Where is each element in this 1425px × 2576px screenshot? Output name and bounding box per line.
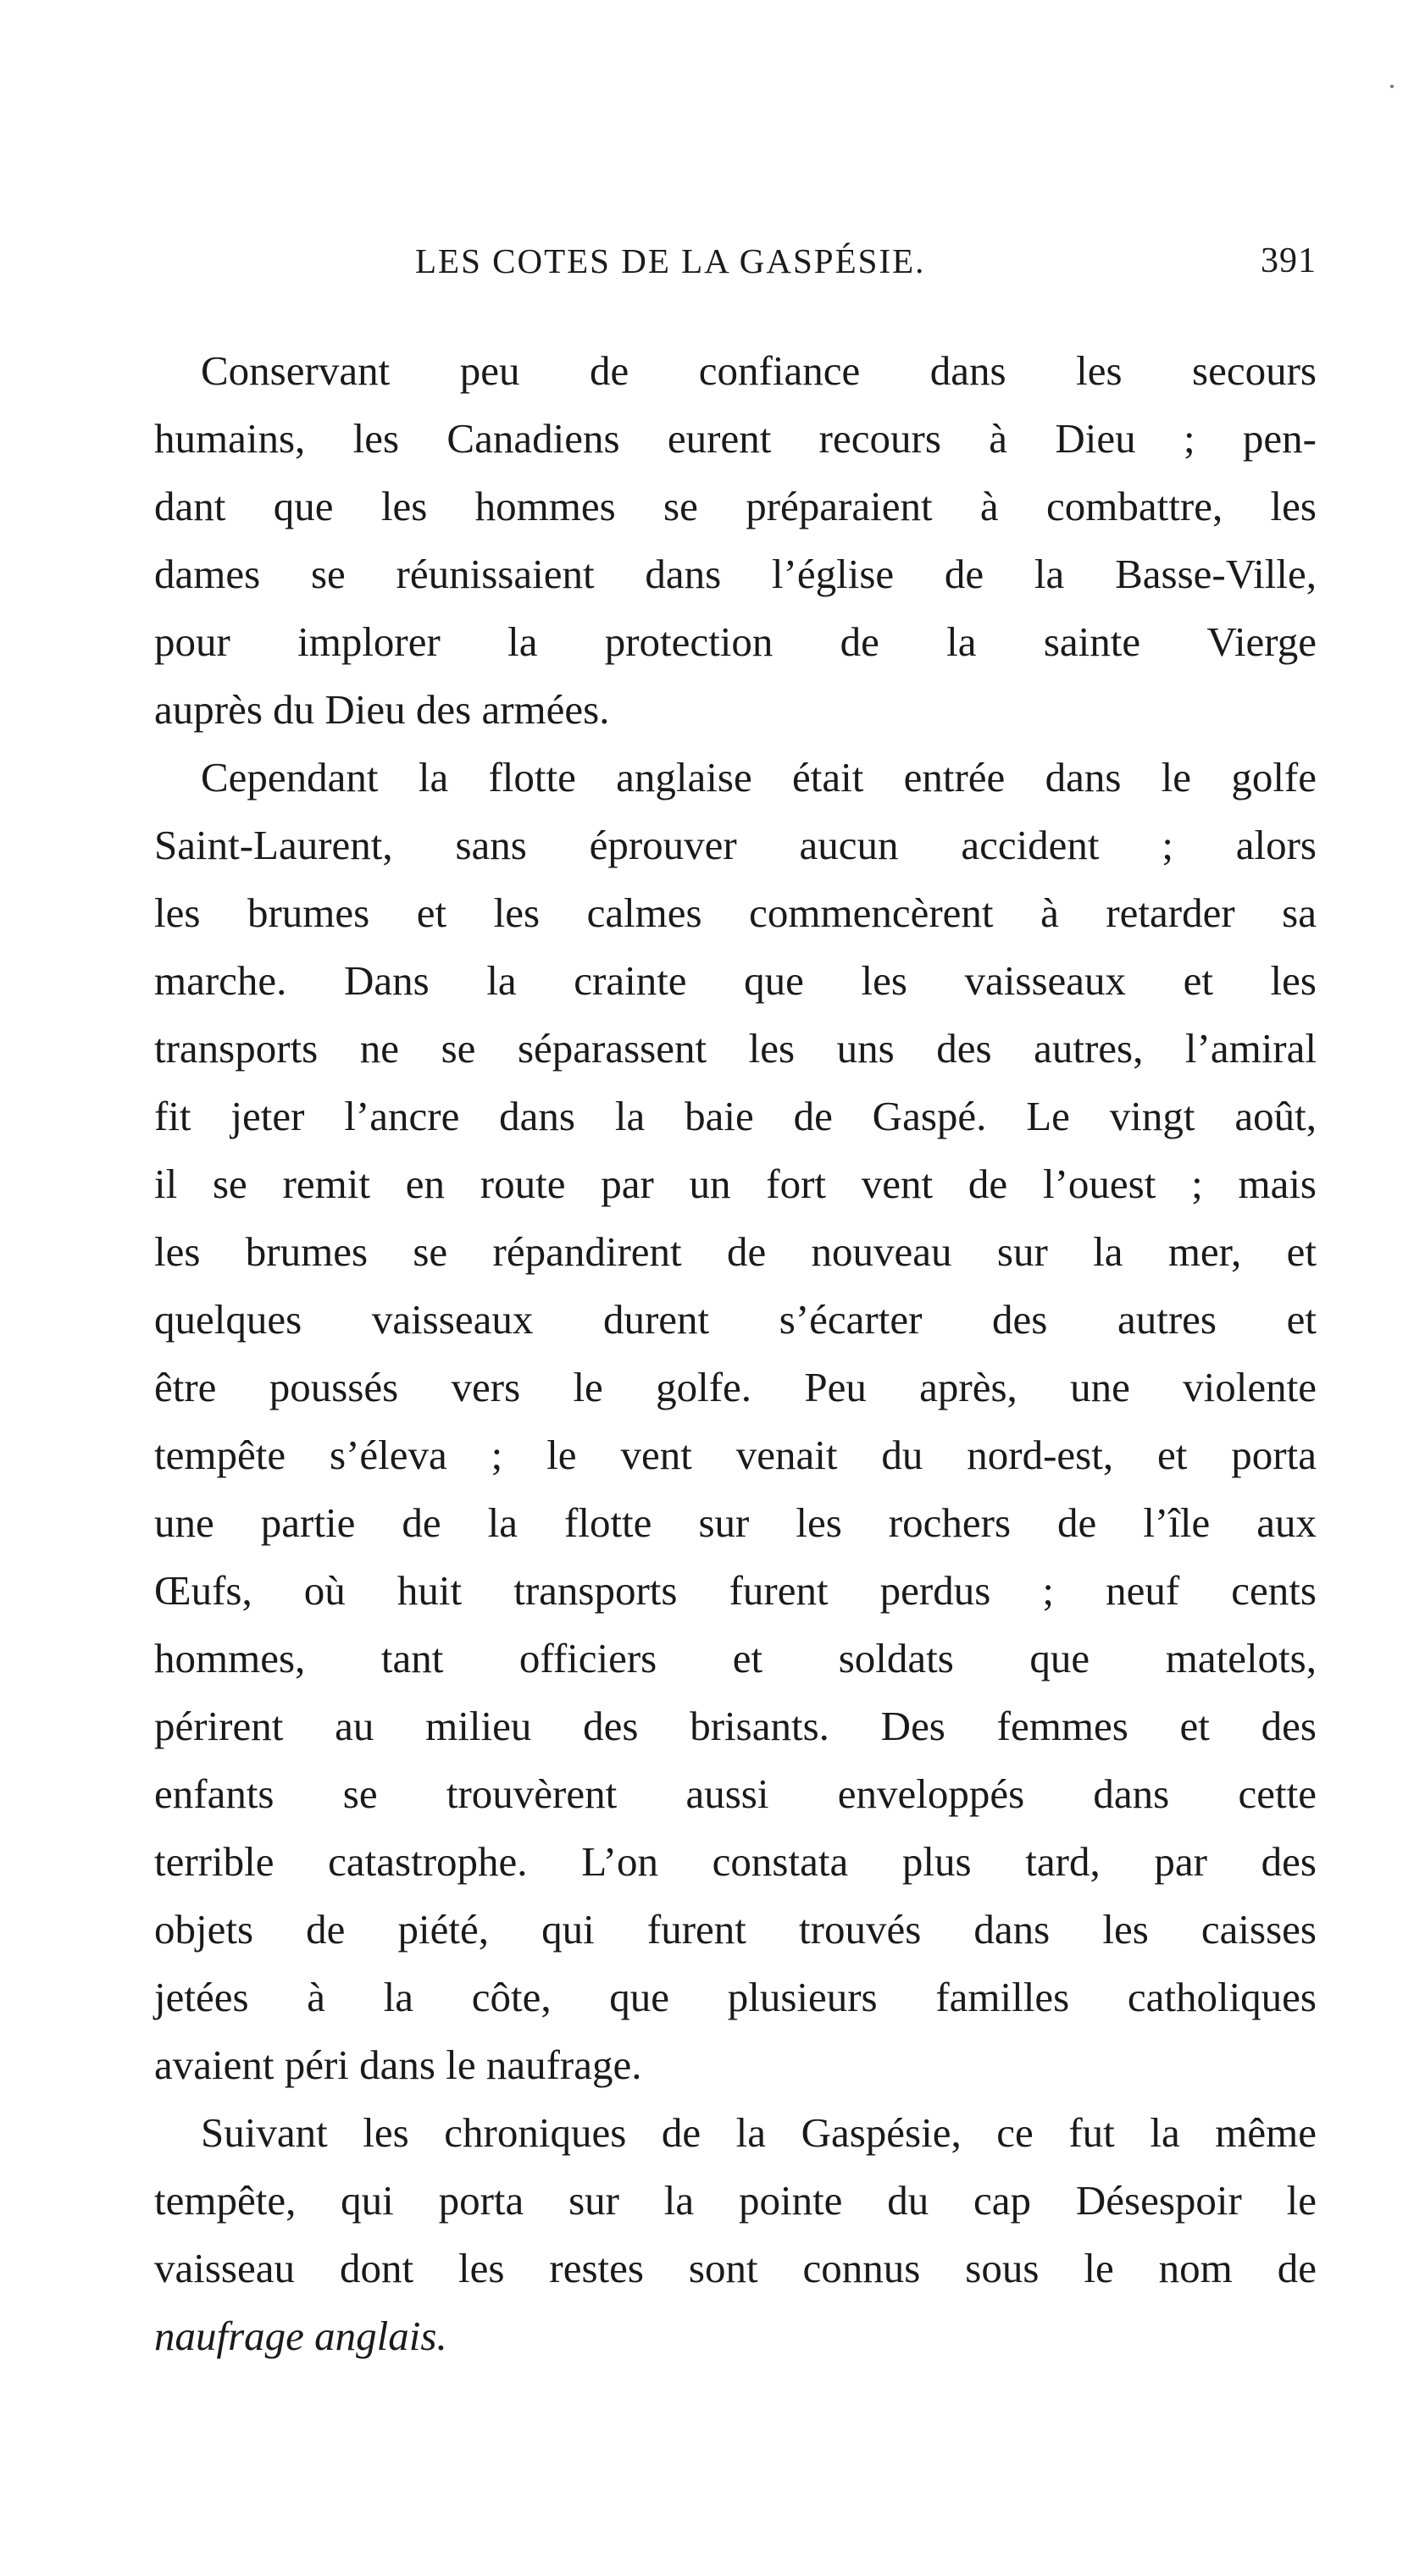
text-line: objets de piété, qui furent trouvés dans les caisses xyxy=(154,1906,1317,1953)
text-line: hommes, tant officiers et soldats que matelots, xyxy=(154,1635,1317,1681)
text-line: dames se réunissaient dans l’église de la Basse-Ville, xyxy=(154,551,1317,597)
text-line: tempête s’éleva ; le vent venait du nord-est, et porta xyxy=(154,1432,1317,1478)
body-text xyxy=(154,337,1317,2370)
text-line: auprès du Dieu des armées. xyxy=(154,686,610,733)
text-line: Saint-Laurent, sans éprouver aucun accident ; alors xyxy=(154,822,1317,868)
text-line: jetées à la côte, que plusieurs familles catholiques xyxy=(154,1974,1317,2020)
text-line: enfants se trouvèrent aussi enveloppés dans cette xyxy=(154,1770,1317,1817)
text-line: il se remit en route par un fort vent de l’ouest ; mais xyxy=(154,1161,1317,1207)
page-header xyxy=(154,235,1317,286)
text-line: pour implorer la protection de la sainte Vierge xyxy=(154,618,1317,665)
page-speck xyxy=(1390,85,1394,88)
running-title: LES COTES DE LA GASPÉSIE. xyxy=(415,241,926,280)
text-line: Conservant peu de confiance dans les secours xyxy=(201,347,1317,394)
text-line: avaient péri dans le naufrage. xyxy=(154,2041,642,2088)
text-line: quelques vaisseaux durent s’écarter des autres et xyxy=(154,1296,1317,1343)
text-line: être poussés vers le golfe. Peu après, une violente xyxy=(154,1364,1317,1410)
text-line: humains, les Canadiens eurent recours à Dieu ; pen- xyxy=(154,415,1317,462)
text-line: les brumes se répandirent de nouveau sur la mer, et xyxy=(154,1228,1317,1275)
text-line: les brumes et les calmes commencèrent à retarder sa xyxy=(154,889,1317,936)
text-line: périrent au milieu des brisants. Des femmes et des xyxy=(154,1703,1317,1749)
text-line: marche. Dans la crainte que les vaisseaux et les xyxy=(154,957,1317,1004)
text-line: Œufs, où huit transports furent perdus ; neuf cents xyxy=(154,1567,1317,1614)
text-line: transports ne se séparassent les uns des autres, l’amiral xyxy=(154,1025,1317,1072)
text-line: une partie de la flotte sur les rochers de l’île aux xyxy=(154,1499,1317,1546)
text-line: Suivant les chroniques de la Gaspésie, ce fut la même xyxy=(201,2109,1317,2156)
page-number: 391 xyxy=(1261,241,1317,280)
text-line: vaisseau dont les restes sont connus sous le nom de xyxy=(154,2245,1317,2291)
text-line: tempête, qui porta sur la pointe du cap Désespoir le xyxy=(154,2177,1317,2224)
text-line: Cependant la flotte anglaise était entrée dans le golfe xyxy=(201,754,1317,800)
text-line: fit jeter l’ancre dans la baie de Gaspé. Le vingt août, xyxy=(154,1093,1317,1139)
text-line: terrible catastrophe. L’on constata plus tard, par des xyxy=(154,1838,1317,1885)
italic-text-line: naufrage anglais. xyxy=(154,2313,447,2359)
text-line: dant que les hommes se préparaient à combattre, les xyxy=(154,483,1317,529)
